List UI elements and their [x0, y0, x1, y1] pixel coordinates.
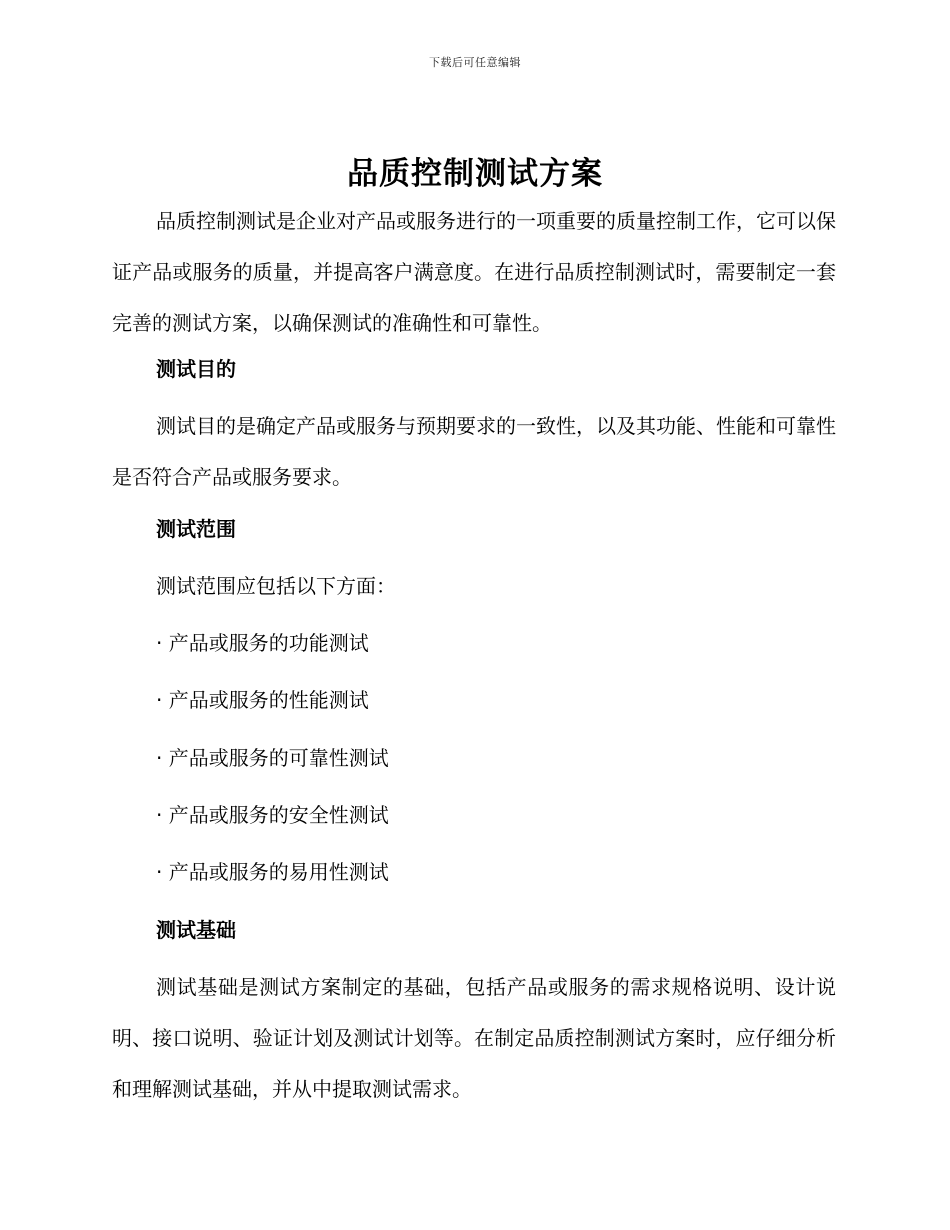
scope-list-item: · 产品或服务的性能测试	[156, 688, 369, 712]
section-heading-basis: 测试基础	[156, 918, 236, 942]
document-title: 品质控制测试方案	[347, 156, 603, 192]
header-note: 下载后可任意编辑	[429, 56, 521, 69]
section-heading-purpose: 测试目的	[156, 357, 236, 381]
basis-paragraph: 测试基础是测试方案制定的基础，包括产品或服务的需求规格说明、设计说明、接口说明、验证计划及测试计划等。在制定品质控制测试方案时，应仔细分析和理解测试基础，并从中提取测试需求。	[112, 975, 836, 1101]
purpose-paragraph: 测试目的是确定产品或服务与预期要求的一致性，以及其功能、性能和可靠性是否符合产品或服务要求。	[112, 414, 836, 489]
scope-list-item: · 产品或服务的可靠性测试	[156, 746, 389, 770]
intro-paragraph: 品质控制测试是企业对产品或服务进行的一项重要的质量控制工作，它可以保证产品或服务的质量，并提高客户满意度。在进行品质控制测试时，需要制定一套完善的测试方案，以确保测试的准确性和可靠性。	[112, 209, 836, 335]
section-heading-scope: 测试范围	[156, 517, 236, 541]
scope-lead: 测试范围应包括以下方面：	[156, 574, 396, 598]
scope-list-item: · 产品或服务的功能测试	[156, 631, 369, 655]
scope-list-item: · 产品或服务的易用性测试	[156, 860, 389, 884]
scope-list-item: · 产品或服务的安全性测试	[156, 803, 389, 827]
